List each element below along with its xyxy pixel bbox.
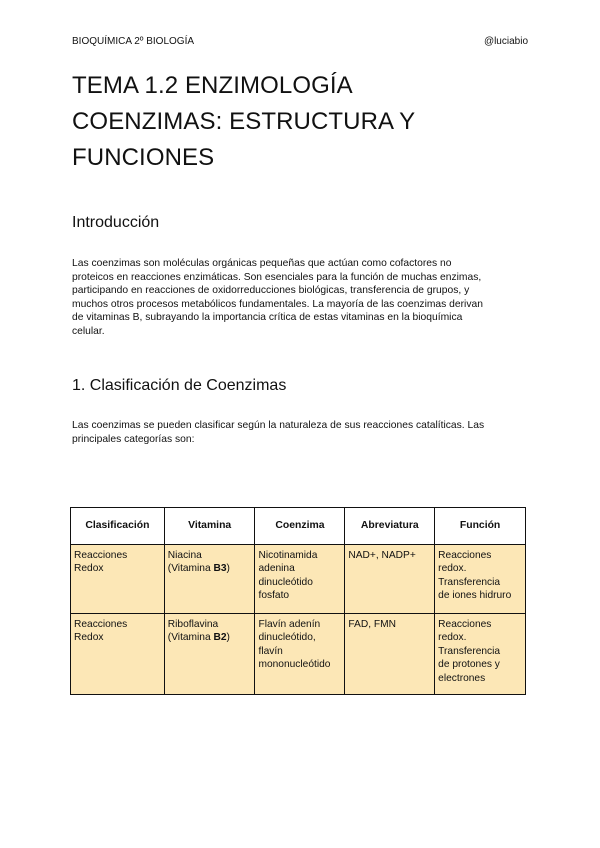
cell-line: Reacciones <box>438 550 492 561</box>
intro-heading: Introducción <box>72 214 160 231</box>
cell-line: Nicotinamida <box>258 550 318 561</box>
vitamin-name: Riboflavina <box>167 619 219 630</box>
vitamin-bold: B2 <box>213 632 227 644</box>
cell-line: electrones <box>438 672 486 684</box>
vitamin-prefix: (Vitamina <box>167 632 214 644</box>
table-header-row <box>71 508 526 545</box>
cell-vitamina <box>164 545 255 614</box>
vitamin-suffix: ) <box>226 563 230 575</box>
cell-line: dinucleótido <box>258 576 313 588</box>
cell-line: Flavín adenín <box>258 619 321 630</box>
col-header-vitamina: Vitamina <box>164 508 255 545</box>
intro-paragraph <box>72 257 532 339</box>
cell-line: de protones y <box>438 659 500 671</box>
cell-line: de iones hidruro <box>438 590 512 602</box>
cell-vitamina <box>164 614 255 695</box>
page-header <box>72 36 528 50</box>
cell-line: adenina <box>258 563 295 575</box>
title-line-2: COENZIMAS: ESTRUCTURA Y <box>72 108 416 135</box>
col-header-clasificacion: Clasificación <box>71 508 165 545</box>
cell-line: Reacciones <box>74 550 128 561</box>
cell-line: redox. <box>438 563 467 575</box>
cell-line: Transferencia <box>438 576 501 588</box>
section1-line: principales categorías son: <box>72 433 195 445</box>
cell-line: Reacciones <box>438 619 492 630</box>
coenzymes-table <box>70 507 526 695</box>
col-header-abreviatura: Abreviatura <box>345 508 435 545</box>
cell-line: Reacciones <box>74 619 128 630</box>
cell-coenzima <box>255 614 345 695</box>
cell-line: redox. <box>438 632 467 644</box>
cell-line: flavín <box>258 645 283 657</box>
course-label: BIOQUÍMICA 2º BIOLOGÍA <box>72 36 195 47</box>
document-title <box>72 68 532 176</box>
cell-funcion <box>435 614 526 695</box>
col-header-coenzima: Coenzima <box>255 508 345 545</box>
cell-clasificacion <box>71 545 165 614</box>
table-row <box>71 545 526 614</box>
cell-coenzima <box>255 545 345 614</box>
vitamin-name: Niacina <box>167 550 202 561</box>
intro-line: muchos otros procesos metabólicos fundamentales. La mayoría de las coenzimas derivan <box>72 298 483 310</box>
cell-line: NAD+, NADP+ <box>348 550 416 561</box>
cell-line: Transferencia <box>438 645 501 657</box>
table-row <box>71 614 526 695</box>
title-line-1: TEMA 1.2 ENZIMOLOGÍA <box>72 72 353 99</box>
section1-heading: 1. Clasificación de Coenzimas <box>72 377 287 394</box>
title-line-3: FUNCIONES <box>72 144 215 171</box>
vitamin-prefix: (Vitamina <box>167 563 214 575</box>
intro-line: Las coenzimas son moléculas orgánicas pequeñas que actúan como cofactores no <box>72 258 452 269</box>
cell-line: Redox <box>74 632 104 644</box>
cell-clasificacion <box>71 614 165 695</box>
intro-line: de vitaminas B, subrayando la importancia crítica de estas vitaminas en la bioquímica <box>72 312 463 324</box>
vitamin-code <box>168 631 251 644</box>
intro-line: proteicos en reacciones enzimáticas. Son esenciales para la función de muchas enzimas, <box>72 271 482 283</box>
vitamin-code <box>168 562 251 575</box>
cell-line: FAD, FMN <box>348 619 396 630</box>
cell-abreviatura <box>345 614 435 695</box>
section1-line: Las coenzimas se pueden clasificar según la naturaleza de sus reacciones catalíticas. Las <box>72 420 485 431</box>
intro-line: celular. <box>72 325 105 337</box>
cell-line: dinucleótido, <box>258 632 316 644</box>
col-header-funcion: Función <box>435 508 526 545</box>
vitamin-suffix: ) <box>226 632 230 644</box>
section1-paragraph <box>72 419 532 446</box>
cell-funcion <box>435 545 526 614</box>
author-handle: @luciabio <box>483 36 528 47</box>
cell-abreviatura <box>345 545 435 614</box>
cell-line: Redox <box>74 563 104 575</box>
intro-line: participando en reacciones de oxidorreducciones biológicas, transferencia de grupos, y <box>72 285 470 297</box>
vitamin-bold: B3 <box>213 563 227 575</box>
cell-line: mononucleótido <box>258 659 331 671</box>
cell-line: fosfato <box>258 590 290 602</box>
